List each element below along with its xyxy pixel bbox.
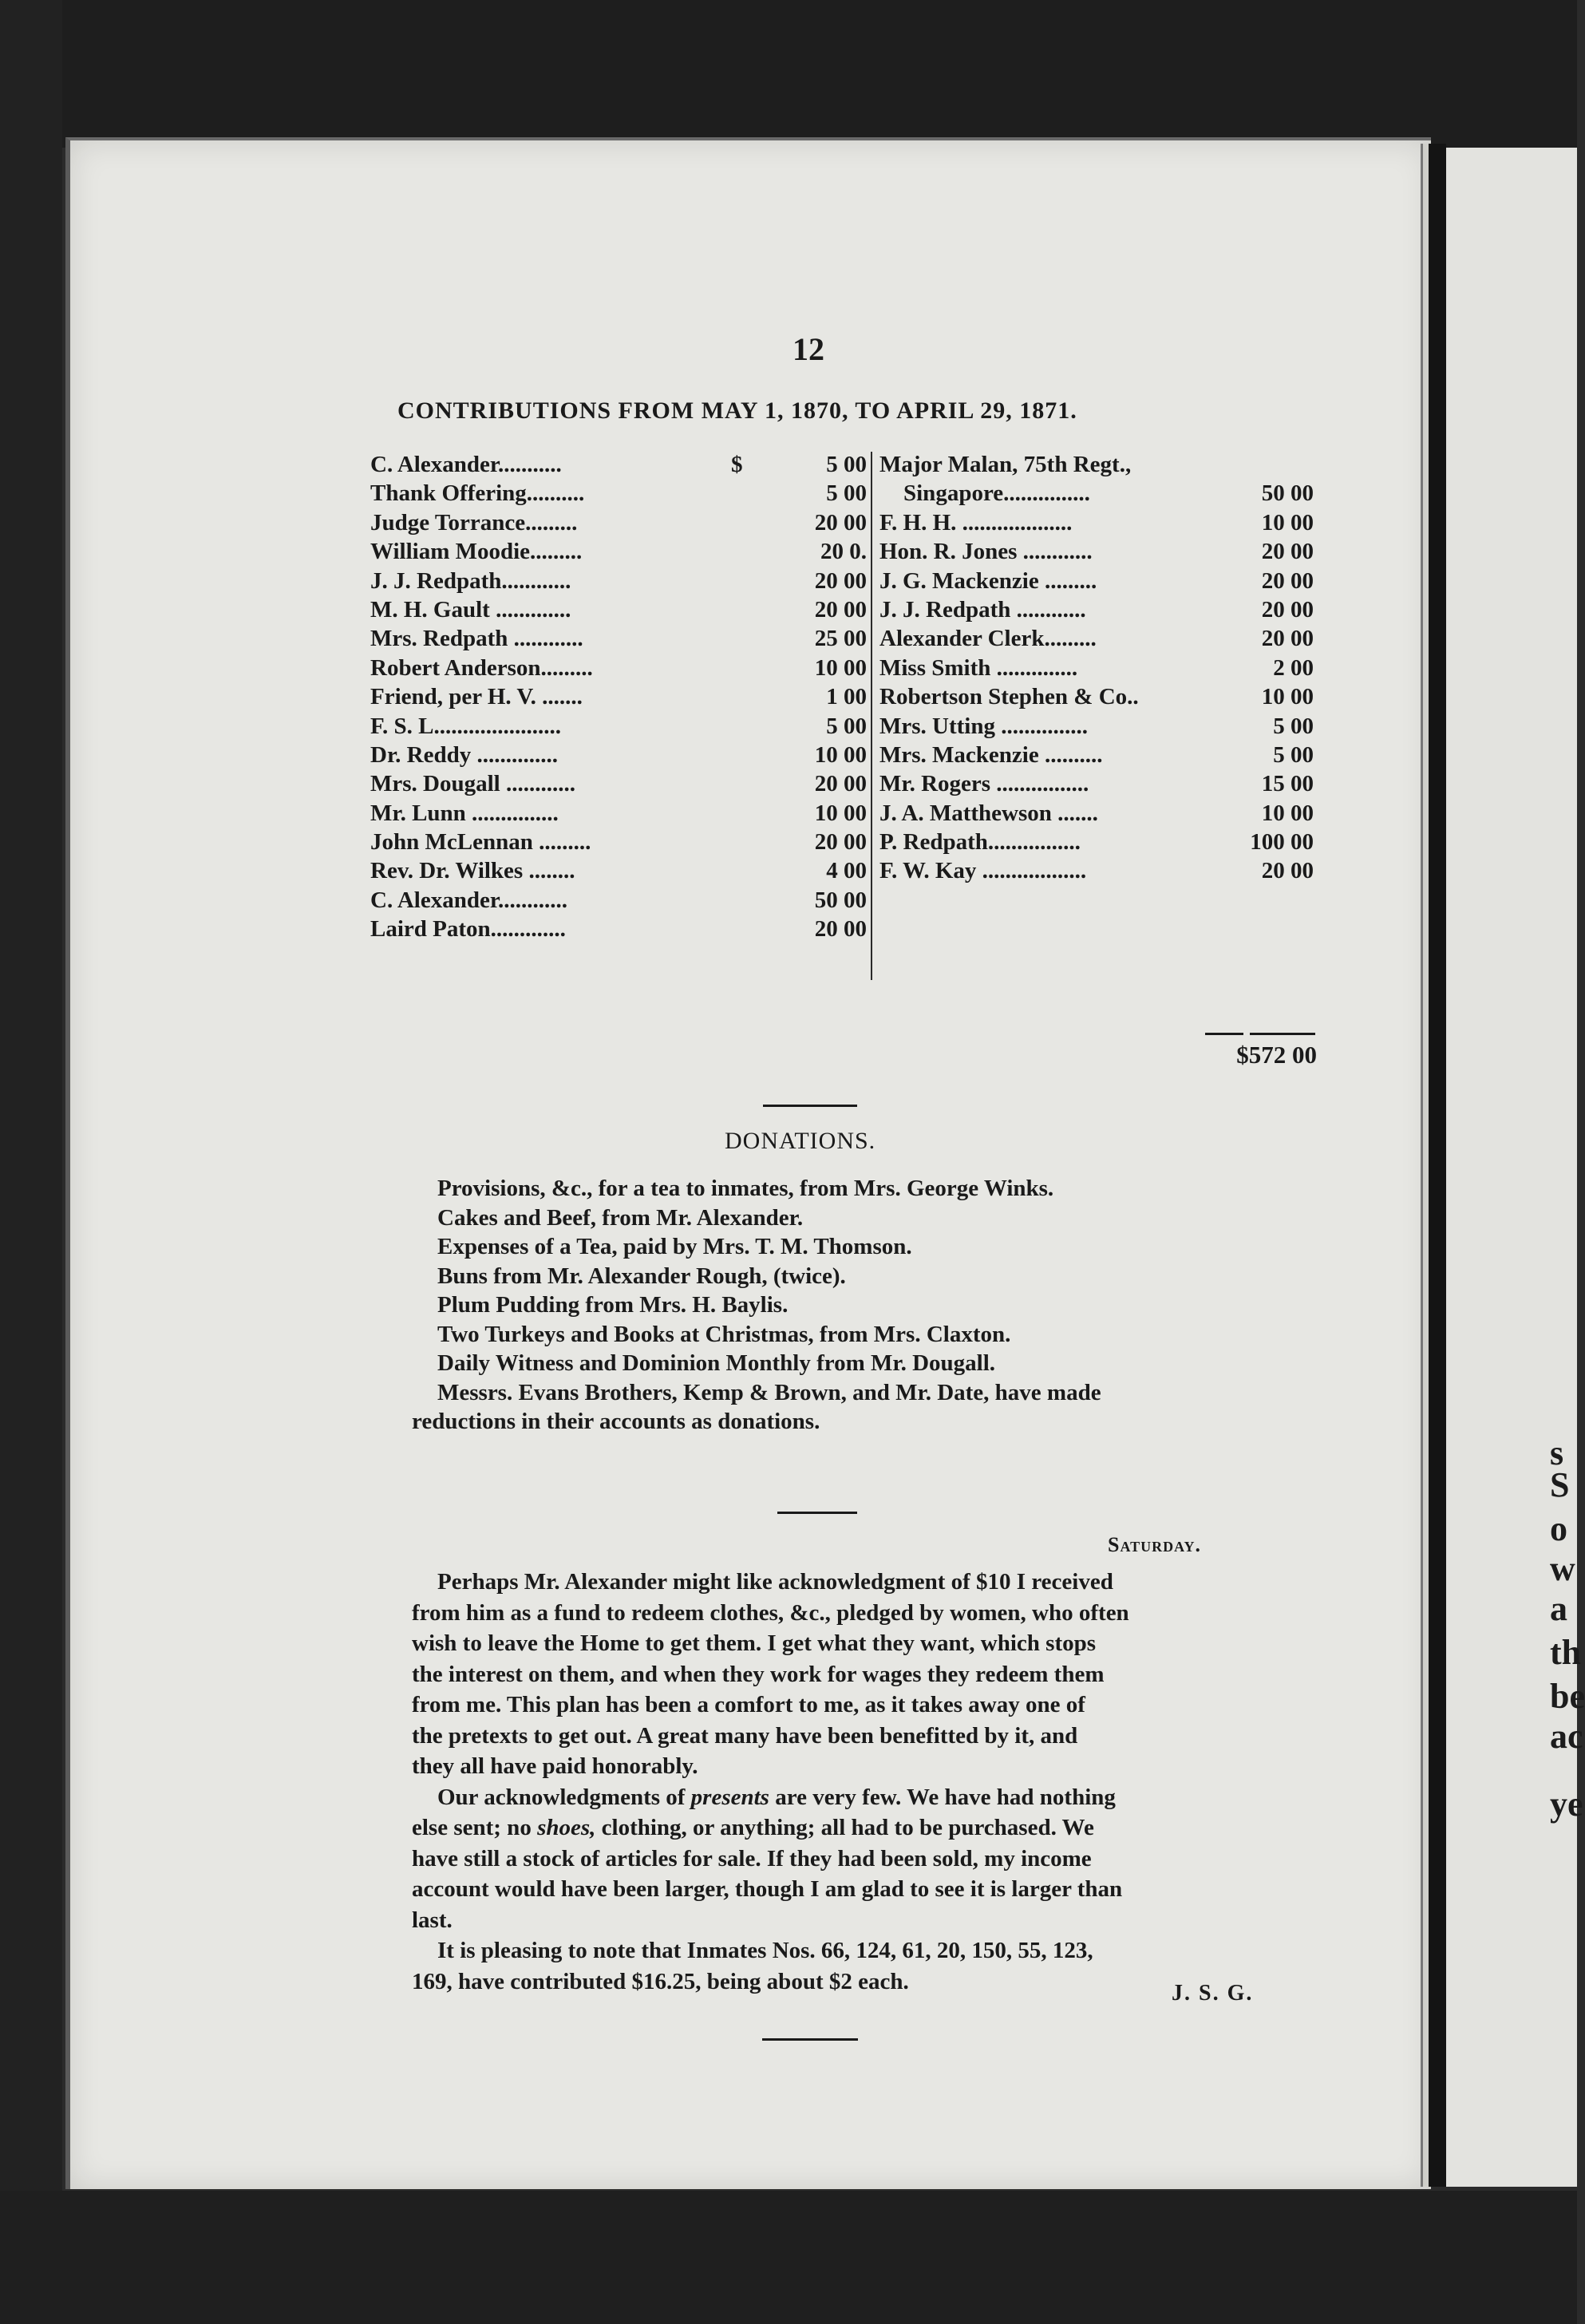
contributor-name: Miss Smith ..............: [879, 654, 1078, 681]
paragraph-1: [412, 1567, 1327, 1782]
contribution-amount: 10 00: [814, 741, 867, 768]
contribution-amount: 5 00: [826, 713, 867, 739]
donation-item: Expenses of a Tea, paid by Mrs. T. M. Thomson.: [437, 1234, 912, 1259]
contribution-row: [370, 856, 867, 885]
contribution-row: [370, 741, 867, 769]
contribution-amount: 5 00: [1273, 741, 1314, 768]
contribution-row: [370, 712, 867, 741]
facing-page-text: ac: [1550, 1717, 1583, 1756]
contribution-amount: 5 00: [1273, 713, 1314, 739]
para2-text: clothing, or anything; all had to be purchased. We: [595, 1815, 1094, 1840]
contribution-row: [370, 450, 867, 479]
contribution-amount: 50 00: [814, 887, 867, 913]
contributor-name: J. J. Redpath............: [370, 567, 571, 594]
facing-page-text: s: [1550, 1433, 1564, 1472]
contributor-name: J. J. Redpath ............: [879, 596, 1086, 622]
contribution-amount: 10 00: [1261, 509, 1314, 536]
donation-item: Buns from Mr. Alexander Rough, (twice).: [437, 1263, 846, 1289]
contributor-name: Alexander Clerk.........: [879, 626, 1097, 652]
contribution-row: [879, 769, 1326, 798]
contribution-row: [879, 479, 1326, 508]
donation-item: Provisions, &c., for a tea to inmates, from Mrs. George Winks.: [437, 1176, 1054, 1201]
contributor-name: F. W. Kay ..................: [879, 858, 1087, 884]
section-rule-3: [762, 2038, 858, 2041]
para2-text: have still a stock of articles for sale. If they had been sold, my income: [412, 1845, 1092, 1871]
para2-text: else sent; no: [412, 1815, 538, 1840]
contribution-row: [879, 856, 1326, 885]
para1-line: Perhaps Mr. Alexander might like acknowledgment of $10 I received: [437, 1569, 1113, 1595]
contributor-name: M. H. Gault .............: [370, 596, 571, 622]
para1-line: they all have paid honorably.: [412, 1753, 698, 1779]
total-rule-cents: [1250, 1033, 1315, 1035]
page-number: 12: [792, 331, 824, 367]
donations-title: DONATIONS.: [725, 1128, 876, 1154]
contribution-row: [370, 769, 867, 798]
contribution-row: [879, 741, 1326, 769]
contributor-name: Rev. Dr. Wilkes ........: [370, 858, 575, 884]
contribution-amount: 20 00: [1261, 626, 1314, 652]
contribution-row: [370, 828, 867, 856]
section-rule-2: [777, 1512, 857, 1514]
contribution-amount: 100 00: [1250, 829, 1314, 856]
contribution-amount: 20 00: [814, 567, 867, 594]
contribution-row: [370, 682, 867, 711]
contribution-row: [879, 828, 1326, 856]
contribution-row: [370, 799, 867, 828]
contribution-amount: 50 00: [1261, 480, 1314, 507]
contributor-name: Mrs. Dougall ............: [370, 771, 575, 797]
contribution-amount: 20 00: [814, 771, 867, 797]
contribution-amount: 20 00: [814, 829, 867, 856]
contribution-row: [370, 886, 867, 915]
contribution-row: [370, 479, 867, 508]
contributor-name: F. H. H. ...................: [879, 509, 1073, 536]
para1-line: wish to leave the Home to get them. I get what they want, which stops: [412, 1630, 1097, 1656]
donation-item: Cakes and Beef, from Mr. Alexander.: [437, 1204, 804, 1231]
contribution-amount: 10 00: [1261, 684, 1314, 710]
para3-line: It is pleasing to note that Inmates Nos. 66, 124, 61, 20, 150, 55, 123,: [437, 1938, 1093, 1963]
contributor-name: Judge Torrance.........: [370, 509, 578, 536]
facing-page-fragment: [1446, 148, 1585, 2187]
para3-line: 169, have contributed $16.25, being about $2 each.: [412, 1968, 909, 1994]
contribution-row: [370, 915, 867, 943]
contributor-name: Robert Anderson.........: [370, 654, 593, 681]
contribution-row: [370, 624, 867, 653]
contribution-amount: 25 00: [814, 626, 867, 652]
letter-body: [412, 1567, 1327, 1997]
para2-text: last.: [412, 1907, 453, 1933]
para1-line: from me. This plan has been a comfort to me, as it takes away one of: [412, 1692, 1085, 1717]
contributor-name: Robertson Stephen & Co..: [879, 684, 1139, 710]
contribution-row: [879, 567, 1326, 595]
contribution-amount: 5 00: [826, 452, 867, 477]
section-rule-1: [763, 1105, 857, 1107]
contribution-row: [879, 595, 1326, 624]
contribution-row: [370, 567, 867, 595]
contributor-name: Dr. Reddy ..............: [370, 741, 558, 768]
contributions-total: $572 00: [1236, 1041, 1317, 1069]
scan-background-bottom: [0, 2191, 1577, 2324]
dollar-sign: $: [731, 452, 743, 477]
contribution-amount: 10 00: [814, 800, 867, 826]
para2-emphasis-presents: presents: [690, 1784, 769, 1810]
contribution-row: [879, 508, 1326, 537]
contributor-name: J. A. Matthewson .......: [879, 800, 1098, 826]
saturday-heading: Saturday.: [1108, 1533, 1201, 1556]
contribution-amount: 15 00: [1261, 771, 1314, 797]
contribution-amount: 20 00: [814, 916, 867, 943]
contributor-name: Hon. R. Jones ............: [879, 539, 1093, 565]
facing-page-text: a: [1550, 1589, 1567, 1628]
contribution-amount: 20 00: [1261, 596, 1314, 622]
contributor-name: Mrs. Mackenzie ..........: [879, 741, 1103, 768]
contributor-name: Mrs. Utting ...............: [879, 713, 1088, 739]
column-divider: [871, 452, 872, 980]
contribution-amount: 20 00: [814, 596, 867, 622]
contribution-amount: 2 00: [1273, 654, 1314, 681]
contribution-row: [370, 595, 867, 624]
contribution-row: [879, 624, 1326, 653]
facing-page-text: be: [1550, 1677, 1585, 1716]
para2-text: are very few. We have had nothing: [769, 1784, 1116, 1810]
contribution-amount: 5 00: [826, 480, 867, 507]
donation-item: Messrs. Evans Brothers, Kemp & Brown, and Mr. Date, have made: [437, 1379, 1101, 1405]
para1-line: from him as a fund to redeem clothes, &c., pledged by women, who often: [412, 1599, 1129, 1626]
facing-page-text: th: [1550, 1633, 1582, 1672]
contributions-heading: CONTRIBUTIONS FROM MAY 1, 1870, TO APRIL 29, 1871.: [397, 397, 1077, 424]
donation-item: Two Turkeys and Books at Christmas, from Mrs. Claxton.: [437, 1321, 1011, 1347]
contributions-left-column: [370, 450, 867, 944]
contribution-amount: 1 00: [826, 684, 867, 710]
contributions-right-column: [879, 450, 1326, 886]
contributor-name: Laird Paton.............: [370, 916, 566, 943]
para2-emphasis-shoes: shoes,: [537, 1815, 596, 1840]
contribution-amount: 20 00: [1261, 567, 1314, 594]
contribution-row: [879, 450, 1326, 479]
signature-initials: J. S. G.: [1172, 1981, 1254, 2006]
facing-page-text: o: [1550, 1509, 1567, 1548]
donation-item: reductions in their accounts as donations.: [412, 1409, 820, 1434]
contribution-amount: 4 00: [826, 858, 867, 884]
contributor-name: C. Alexander...........: [370, 452, 562, 477]
para2-text: Our acknowledgments of: [437, 1784, 691, 1810]
total-rule-dollars: [1205, 1033, 1243, 1035]
para2-text: account would have been larger, though I am glad to see it is larger than: [412, 1876, 1123, 1902]
facing-page-text: w: [1550, 1549, 1575, 1588]
contribution-amount: 10 00: [814, 654, 867, 681]
contributor-name: Mr. Rogers ................: [879, 771, 1089, 797]
donation-item: Plum Pudding from Mrs. H. Baylis.: [437, 1292, 789, 1318]
contributor-name: J. G. Mackenzie .........: [879, 567, 1097, 594]
contribution-row: [879, 537, 1326, 566]
facing-page-text: S: [1550, 1465, 1570, 1504]
contributor-name: F. S. L......................: [370, 713, 562, 739]
scan-background-top: [0, 0, 1577, 148]
contribution-amount: 20 00: [814, 509, 867, 536]
contributor-name: Mr. Lunn ...............: [370, 800, 559, 826]
book-page: [65, 137, 1431, 2189]
page-content: [70, 140, 1431, 2189]
contributor-name: William Moodie.........: [370, 539, 583, 565]
paragraph-2: [412, 1782, 1327, 1936]
contributor-name: Friend, per H. V. .......: [370, 684, 583, 710]
donation-item: Daily Witness and Dominion Monthly from Mr. Dougall.: [437, 1350, 996, 1376]
contributor-name: Singapore...............: [903, 480, 1090, 507]
contribution-amount: 20 00: [1261, 858, 1314, 884]
book-gutter: [1429, 144, 1446, 2187]
contribution-row: [370, 654, 867, 682]
contribution-amount: 20 0.: [820, 539, 867, 565]
donations-list: [412, 1174, 1331, 1437]
contribution-amount: 10 00: [1261, 800, 1314, 826]
contribution-row: [370, 508, 867, 537]
contributor-name: Thank Offering..........: [370, 480, 585, 507]
contributor-name: Mrs. Redpath ............: [370, 626, 583, 652]
contributor-name: P. Redpath................: [879, 829, 1081, 856]
contribution-amount: 20 00: [1261, 539, 1314, 565]
contribution-row: [879, 682, 1326, 711]
contribution-row: [879, 712, 1326, 741]
facing-page-text: ye: [1550, 1785, 1583, 1824]
contributor-name: John McLennan .........: [370, 829, 591, 856]
scan-background-left: [0, 0, 62, 2324]
contribution-row: [879, 654, 1326, 682]
contribution-row: [879, 799, 1326, 828]
para1-line: the pretexts to get out. A great many have been benefitted by it, and: [412, 1722, 1078, 1749]
contribution-row: [370, 537, 867, 566]
contributor-name: C. Alexander............: [370, 887, 568, 913]
para1-line: the interest on them, and when they work for wages they redeem them: [412, 1661, 1105, 1687]
contributor-name: Major Malan, 75th Regt.,: [879, 452, 1132, 477]
